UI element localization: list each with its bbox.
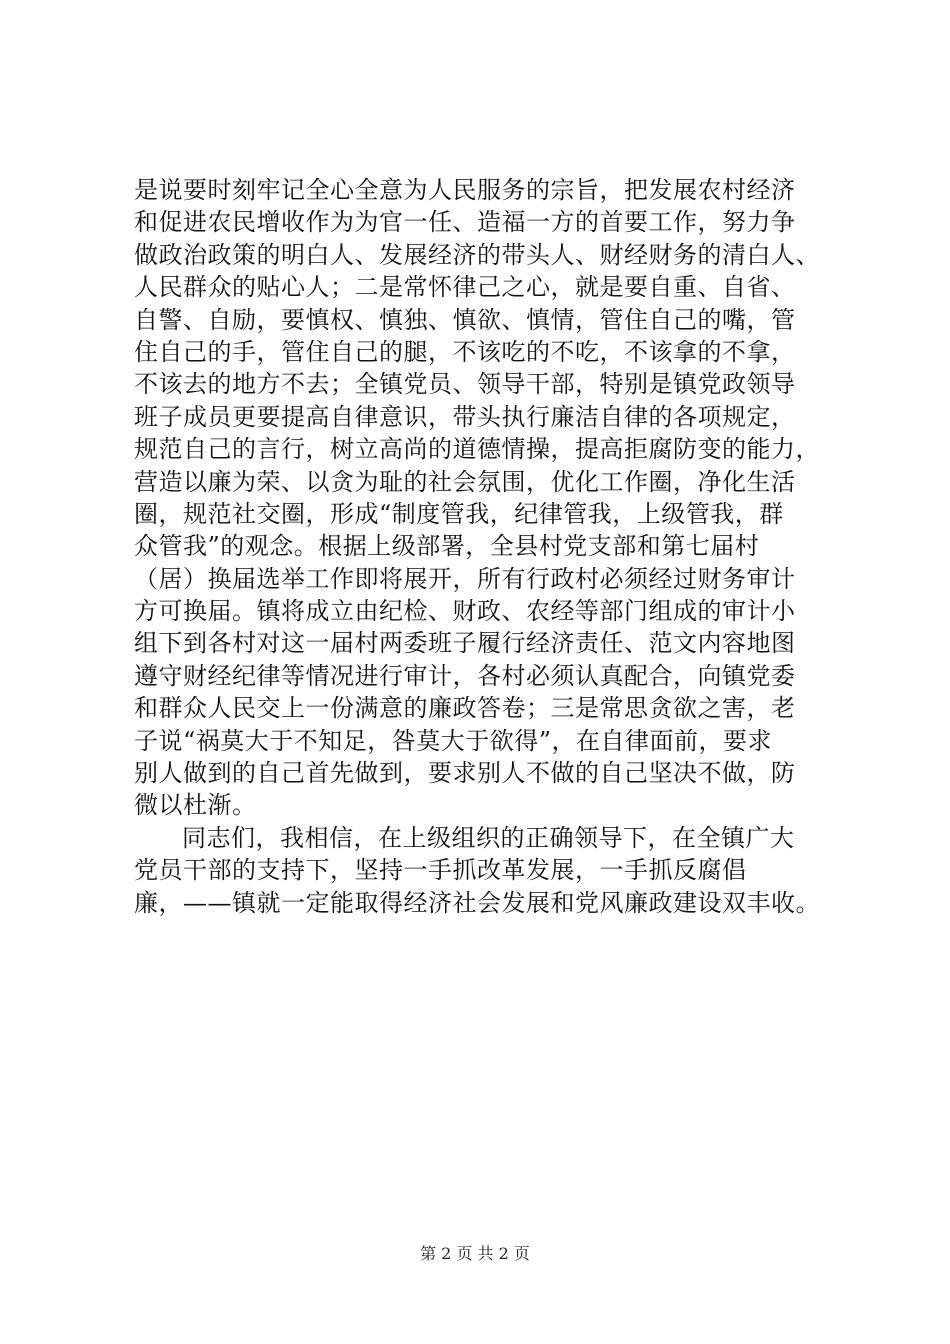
text-line: 和群众人民交上一份满意的廉政答卷；三是常思贪欲之害，老: [134, 694, 796, 723]
text-line: 党员干部的支持下，坚持一手抓改革发展，一手抓反腐倡: [134, 856, 747, 885]
text-line: 同志们，我相信，在上级组织的正确领导下，在全镇广大: [182, 823, 795, 852]
text-line: 方可换届。镇将成立由纪检、财政、农经等部门组成的审计小: [134, 597, 796, 626]
text-line: 微以杜渐。: [134, 791, 257, 820]
text-line: 组下到各村对这一届村两委班子履行经济责任、范文内容地图: [134, 629, 796, 658]
text-line: 人民群众的贴心人；二是常怀律己之心，就是要自重、自省、: [134, 273, 796, 302]
text-line: 班子成员更要提高自律意识，带头执行廉洁自律的各项规定，: [134, 402, 796, 431]
document-body: [134, 174, 834, 919]
text-line: 不该去的地方不去；全镇党员、领导干部，特别是镇党政领导: [134, 370, 796, 399]
text-line: 规范自己的言行，树立高尚的道德情操，提高拒腐防变的能力，: [134, 435, 820, 464]
text-line: 众管我”的观念。根据上级部署，全县村党支部和第七届村: [134, 532, 760, 561]
text-line: 住自己的手，管住自己的腿，不该吃的不吃，不该拿的不拿，: [134, 337, 796, 366]
text-line: 廉，——镇就一定能取得经济社会发展和党风廉政建设双丰收。: [134, 888, 820, 917]
text-line: 别人做到的自己首先做到，要求别人不做的自己坚决不做，防: [134, 759, 796, 788]
text-line: 自警、自励，要慎权、慎独、慎欲、慎情，管住自己的嘴，管: [134, 305, 796, 334]
text-line: 营造以廉为荣、以贪为耻的社会氛围，优化工作圈，净化生活: [134, 467, 796, 496]
text-line: 和促进农民增收作为为官一任、造福一方的首要工作，努力争: [134, 208, 796, 237]
text-line: 圈，规范社交圈，形成“制度管我，纪律管我，上级管我，群: [134, 499, 784, 528]
text-line: 做政治政策的明白人、发展经济的带头人、财经财务的清白人、: [134, 240, 820, 269]
text-line: 子说“祸莫大于不知足，咎莫大于欲得”，在自律面前，要求: [134, 726, 773, 755]
text-line: （居）换届选举工作即将展开，所有行政村必须经过财务审计: [134, 564, 796, 593]
text-line: 是说要时刻牢记全心全意为人民服务的宗旨，把发展农村经济: [134, 176, 796, 204]
page-number-footer: 第 2 页 共 2 页: [420, 1244, 530, 1263]
text-line: 遵守财经纪律等情况进行审计，各村必须认真配合，向镇党委: [134, 661, 796, 690]
